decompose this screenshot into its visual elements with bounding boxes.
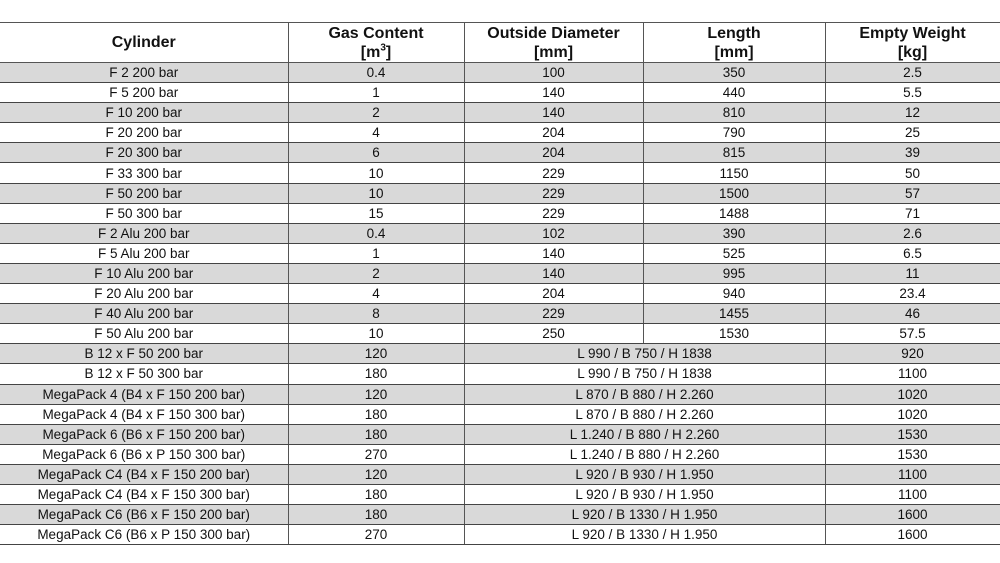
gas-content-cell: 1 bbox=[288, 243, 464, 263]
header-length bbox=[643, 23, 825, 63]
empty-weight-cell: 1100 bbox=[825, 484, 1000, 504]
length-cell: 1488 bbox=[643, 203, 825, 223]
table-row bbox=[0, 243, 1000, 263]
length-cell: 940 bbox=[643, 284, 825, 304]
outside-diameter-cell: 140 bbox=[464, 243, 643, 263]
header-row bbox=[0, 23, 1000, 63]
gas-content-cell: 1 bbox=[288, 83, 464, 103]
cylinder-cell: MegaPack C4 (B4 x F 150 300 bar) bbox=[0, 484, 288, 504]
table-row bbox=[0, 203, 1000, 223]
gas-content-cell: 8 bbox=[288, 304, 464, 324]
cylinder-cell: MegaPack 4 (B4 x F 150 200 bar) bbox=[0, 384, 288, 404]
gas-content-cell: 180 bbox=[288, 505, 464, 525]
table-row bbox=[0, 143, 1000, 163]
empty-weight-cell: 50 bbox=[825, 163, 1000, 183]
table-row bbox=[0, 183, 1000, 203]
outside-diameter-cell: 229 bbox=[464, 183, 643, 203]
empty-weight-cell: 57 bbox=[825, 183, 1000, 203]
gas-content-cell: 180 bbox=[288, 404, 464, 424]
dimensions-cell: L 920 / B 930 / H 1.950 bbox=[464, 464, 825, 484]
gas-content-cell: 15 bbox=[288, 203, 464, 223]
gas-content-cell: 2 bbox=[288, 103, 464, 123]
empty-weight-cell: 920 bbox=[825, 344, 1000, 364]
header-unit: [mm] bbox=[714, 43, 754, 61]
cylinder-cell: MegaPack 6 (B6 x F 150 200 bar) bbox=[0, 424, 288, 444]
header-unit: [m bbox=[360, 43, 381, 61]
cylinder-cell: F 20 300 bar bbox=[0, 143, 288, 163]
gas-content-cell: 120 bbox=[288, 384, 464, 404]
table-row bbox=[0, 424, 1000, 444]
dimensions-cell: L 1.240 / B 880 / H 2.260 bbox=[464, 444, 825, 464]
cylinder-cell: B 12 x F 50 300 bar bbox=[0, 364, 288, 384]
cylinder-cell: F 40 Alu 200 bar bbox=[0, 304, 288, 324]
gas-content-cell: 10 bbox=[288, 183, 464, 203]
header-label: Cylinder bbox=[111, 34, 176, 51]
dimensions-cell: L 870 / B 880 / H 2.260 bbox=[464, 384, 825, 404]
header-cylinder bbox=[0, 23, 288, 63]
dimensions-cell: L 990 / B 750 / H 1838 bbox=[464, 344, 825, 364]
header-label: Empty Weight bbox=[859, 24, 966, 42]
cylinder-cell: F 2 Alu 200 bar bbox=[0, 223, 288, 243]
empty-weight-cell: 1530 bbox=[825, 424, 1000, 444]
length-cell: 810 bbox=[643, 103, 825, 123]
cylinder-cell: F 10 200 bar bbox=[0, 103, 288, 123]
cylinder-cell: MegaPack C4 (B4 x F 150 200 bar) bbox=[0, 464, 288, 484]
empty-weight-cell: 57.5 bbox=[825, 324, 1000, 344]
gas-content-cell: 4 bbox=[288, 123, 464, 143]
empty-weight-cell: 1600 bbox=[825, 525, 1000, 545]
dimensions-cell: L 920 / B 1330 / H 1.950 bbox=[464, 505, 825, 525]
gas-content-cell: 180 bbox=[288, 484, 464, 504]
cylinder-cell: F 5 200 bar bbox=[0, 83, 288, 103]
length-cell: 1500 bbox=[643, 183, 825, 203]
cylinder-cell: MegaPack C6 (B6 x F 150 200 bar) bbox=[0, 505, 288, 525]
gas-content-cell: 10 bbox=[288, 163, 464, 183]
header-unit: [mm] bbox=[533, 43, 574, 61]
empty-weight-cell: 25 bbox=[825, 123, 1000, 143]
cylinder-cell: F 50 300 bar bbox=[0, 203, 288, 223]
cylinder-cell: B 12 x F 50 200 bar bbox=[0, 344, 288, 364]
length-cell: 790 bbox=[643, 123, 825, 143]
cylinder-spec-table bbox=[0, 22, 1000, 545]
table-row bbox=[0, 404, 1000, 424]
empty-weight-cell: 5.5 bbox=[825, 83, 1000, 103]
gas-content-cell: 10 bbox=[288, 324, 464, 344]
cylinder-cell: F 20 200 bar bbox=[0, 123, 288, 143]
table-row bbox=[0, 63, 1000, 83]
length-cell: 350 bbox=[643, 63, 825, 83]
empty-weight-cell: 2.5 bbox=[825, 63, 1000, 83]
gas-content-cell: 4 bbox=[288, 284, 464, 304]
header-label: Length bbox=[707, 24, 761, 42]
table-row bbox=[0, 263, 1000, 283]
empty-weight-cell: 12 bbox=[825, 103, 1000, 123]
gas-content-cell: 120 bbox=[288, 464, 464, 484]
cylinder-cell: F 10 Alu 200 bar bbox=[0, 263, 288, 283]
outside-diameter-cell: 204 bbox=[464, 143, 643, 163]
empty-weight-cell: 71 bbox=[825, 203, 1000, 223]
table-row bbox=[0, 284, 1000, 304]
header-unit: [kg] bbox=[897, 43, 928, 61]
empty-weight-cell: 1100 bbox=[825, 364, 1000, 384]
dimensions-cell: L 870 / B 880 / H 2.260 bbox=[464, 404, 825, 424]
length-cell: 995 bbox=[643, 263, 825, 283]
table-row bbox=[0, 444, 1000, 464]
dimensions-cell: L 990 / B 750 / H 1838 bbox=[464, 364, 825, 384]
empty-weight-cell: 6.5 bbox=[825, 243, 1000, 263]
cylinder-cell: F 50 200 bar bbox=[0, 183, 288, 203]
header-gas-content bbox=[288, 23, 464, 63]
outside-diameter-cell: 229 bbox=[464, 203, 643, 223]
empty-weight-cell: 23.4 bbox=[825, 284, 1000, 304]
dimensions-cell: L 920 / B 930 / H 1.950 bbox=[464, 484, 825, 504]
table-row bbox=[0, 83, 1000, 103]
empty-weight-cell: 1020 bbox=[825, 404, 1000, 424]
table-row bbox=[0, 223, 1000, 243]
cylinder-cell: F 20 Alu 200 bar bbox=[0, 284, 288, 304]
table-row bbox=[0, 163, 1000, 183]
table-row bbox=[0, 123, 1000, 143]
outside-diameter-cell: 250 bbox=[464, 324, 643, 344]
table-row bbox=[0, 304, 1000, 324]
table-row bbox=[0, 324, 1000, 344]
header-outside-diameter bbox=[464, 23, 643, 63]
cylinder-cell: MegaPack 6 (B6 x P 150 300 bar) bbox=[0, 444, 288, 464]
table-row bbox=[0, 344, 1000, 364]
gas-content-cell: 0.4 bbox=[288, 63, 464, 83]
header-label: Gas Content bbox=[328, 24, 424, 42]
empty-weight-cell: 1600 bbox=[825, 505, 1000, 525]
outside-diameter-cell: 229 bbox=[464, 163, 643, 183]
table-row bbox=[0, 364, 1000, 384]
outside-diameter-cell: 204 bbox=[464, 123, 643, 143]
header-empty-weight bbox=[825, 23, 1000, 63]
cylinder-cell: MegaPack 4 (B4 x F 150 300 bar) bbox=[0, 404, 288, 424]
empty-weight-cell: 11 bbox=[825, 263, 1000, 283]
empty-weight-cell: 46 bbox=[825, 304, 1000, 324]
header-label: Outside Diameter bbox=[487, 24, 620, 42]
empty-weight-cell: 39 bbox=[825, 143, 1000, 163]
empty-weight-cell: 1020 bbox=[825, 384, 1000, 404]
header-unit-end: ] bbox=[385, 43, 392, 61]
length-cell: 1150 bbox=[643, 163, 825, 183]
length-cell: 815 bbox=[643, 143, 825, 163]
table-row bbox=[0, 384, 1000, 404]
length-cell: 525 bbox=[643, 243, 825, 263]
cylinder-cell: MegaPack C6 (B6 x P 150 300 bar) bbox=[0, 525, 288, 545]
length-cell: 1455 bbox=[643, 304, 825, 324]
outside-diameter-cell: 100 bbox=[464, 63, 643, 83]
empty-weight-cell: 2.6 bbox=[825, 223, 1000, 243]
table-row bbox=[0, 103, 1000, 123]
empty-weight-cell: 1100 bbox=[825, 464, 1000, 484]
header-unit-sup: 3 bbox=[380, 42, 386, 54]
cylinder-cell: F 2 200 bar bbox=[0, 63, 288, 83]
length-cell: 440 bbox=[643, 83, 825, 103]
table-row bbox=[0, 484, 1000, 504]
outside-diameter-cell: 102 bbox=[464, 223, 643, 243]
cylinder-cell: F 5 Alu 200 bar bbox=[0, 243, 288, 263]
cylinder-cell: F 33 300 bar bbox=[0, 163, 288, 183]
outside-diameter-cell: 229 bbox=[464, 304, 643, 324]
gas-content-cell: 6 bbox=[288, 143, 464, 163]
gas-content-cell: 180 bbox=[288, 424, 464, 444]
gas-content-cell: 0.4 bbox=[288, 223, 464, 243]
gas-content-cell: 180 bbox=[288, 364, 464, 384]
cylinder-cell: F 50 Alu 200 bar bbox=[0, 324, 288, 344]
length-cell: 1530 bbox=[643, 324, 825, 344]
dimensions-cell: L 1.240 / B 880 / H 2.260 bbox=[464, 424, 825, 444]
gas-content-cell: 270 bbox=[288, 444, 464, 464]
outside-diameter-cell: 140 bbox=[464, 263, 643, 283]
empty-weight-cell: 1530 bbox=[825, 444, 1000, 464]
table-row bbox=[0, 525, 1000, 545]
outside-diameter-cell: 140 bbox=[464, 83, 643, 103]
dimensions-cell: L 920 / B 1330 / H 1.950 bbox=[464, 525, 825, 545]
outside-diameter-cell: 140 bbox=[464, 103, 643, 123]
gas-content-cell: 270 bbox=[288, 525, 464, 545]
outside-diameter-cell: 204 bbox=[464, 284, 643, 304]
gas-content-cell: 120 bbox=[288, 344, 464, 364]
table-row bbox=[0, 464, 1000, 484]
table-row bbox=[0, 505, 1000, 525]
gas-content-cell: 2 bbox=[288, 263, 464, 283]
length-cell: 390 bbox=[643, 223, 825, 243]
